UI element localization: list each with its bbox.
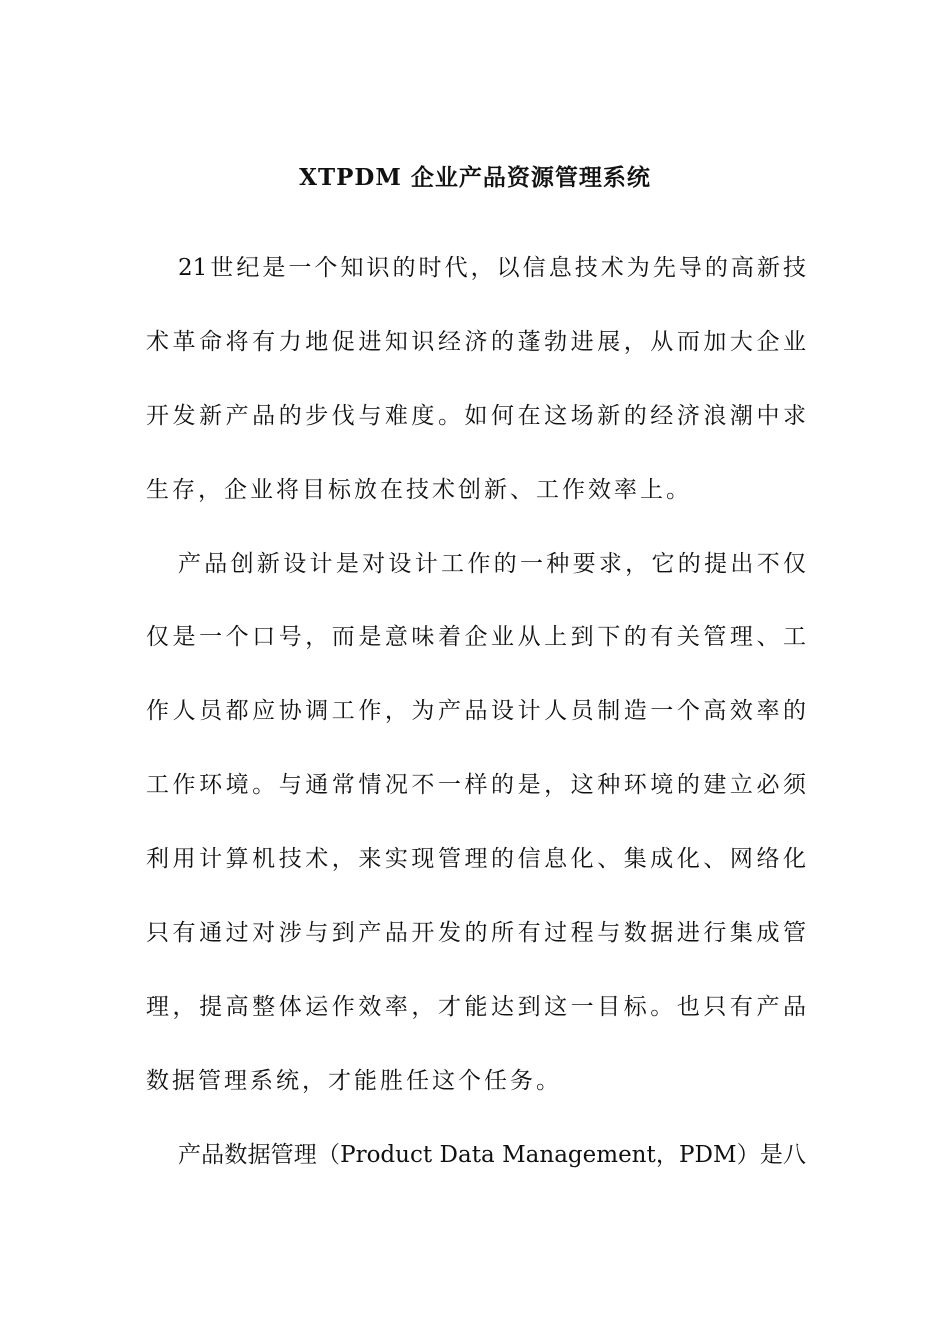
paragraph-1-line-4: 生存，企业将目标放在技术创新、工作效率上。 bbox=[146, 476, 692, 503]
paragraph-1-line-2: 术革命将有力地促进知识经济的蓬勃进展，从而加大企业 bbox=[146, 328, 806, 355]
paragraph-3-line-1: 产品数据管理（Product Data Management，PDM）是八 bbox=[178, 1141, 806, 1168]
paragraph-2-line-1: 产品创新设计是对设计工作的一种要求，它的提出不仅 bbox=[178, 550, 806, 577]
document-body bbox=[146, 248, 806, 1209]
document-title: XTPDM 企业产品资源管理系统 bbox=[299, 164, 651, 191]
paragraph-2-line-3: 作人员都应协调工作，为产品设计人员制造一个高效率的 bbox=[146, 698, 806, 725]
paragraph-2-line-8: 数据管理系统，才能胜任这个任务。 bbox=[146, 1067, 562, 1094]
paragraph-2-line-6: 只有通过对涉与到产品开发的所有过程与数据进行集成管 bbox=[146, 920, 806, 947]
paragraph-2-line-4: 工作环境。与通常情况不一样的是，这种环境的建立必须 bbox=[146, 772, 806, 799]
paragraph-2-line-7: 理，提高整体运作效率，才能达到这一目标。也只有产品 bbox=[146, 993, 806, 1020]
paragraph-2-line-5: 利用计算机技术，来实现管理的信息化、集成化、网络化 bbox=[146, 846, 806, 873]
paragraph-1-line-3: 开发新产品的步伐与难度。如何在这场新的经济浪潮中求 bbox=[146, 402, 806, 429]
paragraph-1-line-1: 21世纪是一个知识的时代，以信息技术为先导的高新技 bbox=[178, 255, 806, 281]
paragraph-2-line-2: 仅是一个口号，而是意味着企业从上到下的有关管理、工 bbox=[146, 624, 806, 651]
